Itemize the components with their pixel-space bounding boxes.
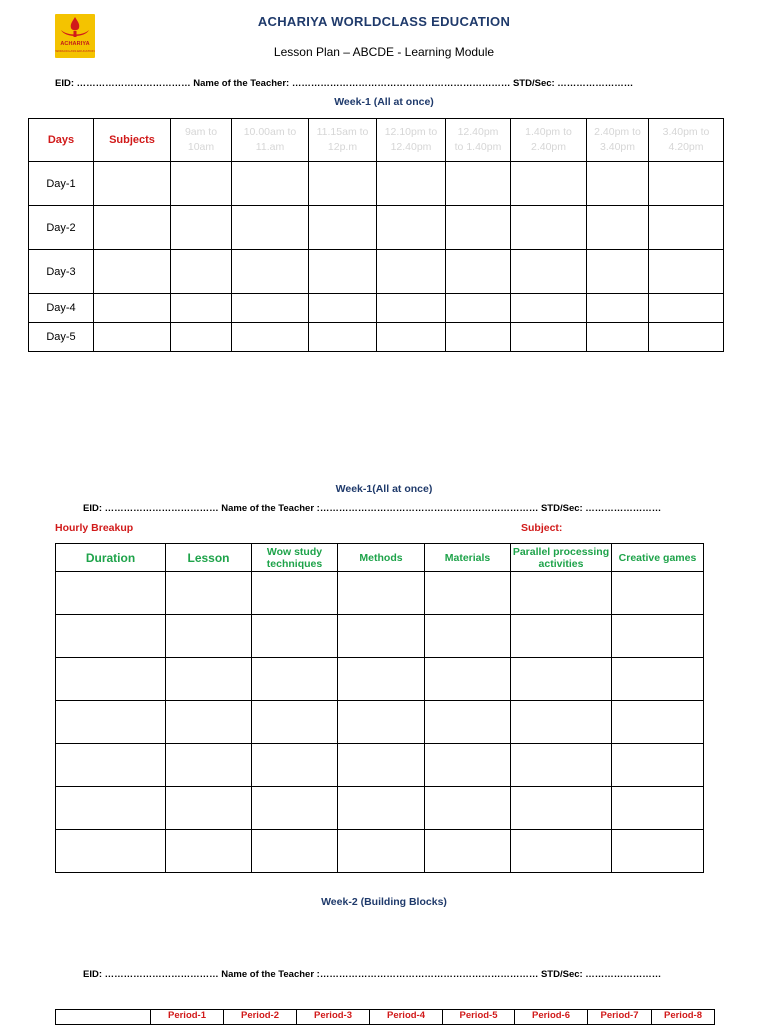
schedule-cell[interactable] [171,323,232,352]
week1-heading: Week-1 (All at once) [334,96,434,108]
header-subjects: Subjects [94,119,171,162]
schedule-cell[interactable] [587,206,649,250]
schedule-row [29,162,724,206]
day-label: Day-1 [29,162,94,206]
teacher-info-line: EID: ……………………………… Name of the Teacher: …………………………………………………………… STD/Sec: …………………… [55,78,634,89]
schedule-cell[interactable] [587,162,649,206]
header-time-slot: 12.40pm to 1.40pm [446,119,511,162]
subject-label: Subject: [521,522,563,534]
schedule-cell[interactable] [649,206,724,250]
hourly-breakup-label: Hourly Breakup [55,522,134,534]
schedule-cell[interactable] [171,250,232,294]
hourly-row [56,615,704,658]
schedule-cell[interactable] [309,323,377,352]
schedule-cell[interactable] [649,250,724,294]
hourly-cell[interactable] [252,572,338,615]
hourly-cell[interactable] [425,830,511,873]
hourly-cell[interactable] [612,744,704,787]
hourly-cell[interactable] [56,615,166,658]
weekly-schedule-table [28,118,724,352]
day-label: Day-3 [29,250,94,294]
hourly-cell[interactable] [56,744,166,787]
hourly-cell[interactable] [425,701,511,744]
header-duration: Duration [56,544,166,572]
period-corner-cell [56,1010,151,1025]
logo-subtext: WORLDCLASS EDUCATION [55,49,95,53]
hourly-row [56,830,704,873]
hourly-cell[interactable] [511,744,612,787]
header-days: Days [29,119,94,162]
hourly-cell[interactable] [166,787,252,830]
header-period: Period-5 [443,1010,515,1025]
schedule-row [29,206,724,250]
schedule-cell[interactable] [94,294,171,323]
schedule-cell[interactable] [309,250,377,294]
hourly-cell[interactable] [425,787,511,830]
schedule-cell[interactable] [377,206,446,250]
schedule-cell[interactable] [94,206,171,250]
hourly-cell[interactable] [338,572,425,615]
schedule-cell[interactable] [511,250,587,294]
day-label: Day-2 [29,206,94,250]
hourly-cell[interactable] [612,572,704,615]
org-name: ACHARIYA WORLDCLASS EDUCATION [257,14,511,29]
header-period: Period-6 [515,1010,588,1025]
period-header-row [56,1010,715,1025]
schedule-cell[interactable] [232,162,309,206]
hourly-cell[interactable] [56,830,166,873]
teacher-info-line-3: EID: ……………………………… Name of the Teacher :…………………………………………………………… STD/Sec: …………………… [83,969,662,980]
day-label: Day-5 [29,323,94,352]
hourly-cell[interactable] [612,787,704,830]
hourly-cell[interactable] [252,658,338,701]
hourly-header-row [56,544,704,572]
schedule-cell[interactable] [377,250,446,294]
hourly-cell[interactable] [511,787,612,830]
header-period: Period-2 [224,1010,297,1025]
header-materials: Materials [425,544,511,572]
hourly-cell[interactable] [166,744,252,787]
schedule-cell[interactable] [649,294,724,323]
schedule-cell[interactable] [446,206,511,250]
schedule-cell[interactable] [309,206,377,250]
header-time-slot: 10.00am to 11.am [232,119,309,162]
schedule-cell[interactable] [587,294,649,323]
schedule-cell[interactable] [232,323,309,352]
header-period: Period-8 [652,1010,715,1025]
header-time-slot: 2.40pm to 3.40pm [587,119,649,162]
hourly-cell[interactable] [56,658,166,701]
schedule-cell[interactable] [377,162,446,206]
document-subtitle: Lesson Plan – ABCDE - Learning Module [273,45,495,59]
hourly-cell[interactable] [425,572,511,615]
schedule-row [29,250,724,294]
schedule-header-row [29,119,724,162]
header-time-slot: 11.15am to 12p.m [309,119,377,162]
schedule-cell[interactable] [511,323,587,352]
schedule-cell[interactable] [171,162,232,206]
schedule-row [29,323,724,352]
header-creative-games: Creative games [612,544,704,572]
hourly-cell[interactable] [56,701,166,744]
day-label: Day-4 [29,294,94,323]
schedule-cell[interactable] [446,294,511,323]
hourly-cell[interactable] [338,658,425,701]
schedule-cell[interactable] [446,162,511,206]
schedule-cell[interactable] [171,206,232,250]
schedule-cell[interactable] [511,162,587,206]
header-period: Period-7 [588,1010,652,1025]
schedule-cell[interactable] [446,323,511,352]
hourly-cell[interactable] [252,830,338,873]
schedule-cell[interactable] [232,250,309,294]
hourly-cell[interactable] [425,615,511,658]
hourly-row [56,787,704,830]
hourly-cell[interactable] [511,615,612,658]
hourly-cell[interactable] [612,830,704,873]
hourly-cell[interactable] [56,572,166,615]
hourly-cell[interactable] [612,615,704,658]
header-time-slot: 3.40pm to 4.20pm [649,119,724,162]
hourly-cell[interactable] [425,658,511,701]
schedule-cell[interactable] [446,250,511,294]
hourly-cell[interactable] [166,658,252,701]
week2-heading: Week-2 (Building Blocks) [321,896,447,908]
hourly-cell[interactable] [511,701,612,744]
header-period: Period-4 [370,1010,443,1025]
hourly-row [56,572,704,615]
schedule-cell[interactable] [511,294,587,323]
hourly-row [56,701,704,744]
schedule-cell[interactable] [171,294,232,323]
header-lesson: Lesson [166,544,252,572]
schedule-cell[interactable] [94,250,171,294]
period-table [55,1009,715,1025]
hourly-cell[interactable] [338,787,425,830]
schedule-cell[interactable] [94,323,171,352]
schedule-cell[interactable] [587,323,649,352]
schedule-cell[interactable] [511,206,587,250]
hourly-cell[interactable] [612,658,704,701]
hourly-cell[interactable] [56,787,166,830]
logo-text: ACHARIYA [60,41,90,47]
hourly-cell[interactable] [612,701,704,744]
hourly-cell[interactable] [252,615,338,658]
hourly-cell[interactable] [338,830,425,873]
schedule-cell[interactable] [94,162,171,206]
schedule-cell[interactable] [377,323,446,352]
header-wow-study: Wow study techniques [252,544,338,572]
schedule-cell[interactable] [309,294,377,323]
schedule-cell[interactable] [377,294,446,323]
schedule-cell[interactable] [309,162,377,206]
hourly-cell[interactable] [338,701,425,744]
header-period: Period-3 [297,1010,370,1025]
hourly-cell[interactable] [252,787,338,830]
hourly-row [56,658,704,701]
schedule-cell[interactable] [587,250,649,294]
schedule-row [29,294,724,323]
hourly-cell[interactable] [166,830,252,873]
schedule-cell[interactable] [232,206,309,250]
hourly-row [56,744,704,787]
schedule-cell[interactable] [649,162,724,206]
hourly-cell[interactable] [511,830,612,873]
hourly-breakup-table [55,543,704,873]
header-time-slot: 1.40pm to 2.40pm [511,119,587,162]
hourly-cell[interactable] [166,701,252,744]
teacher-info-line-2: EID: ……………………………… Name of the Teacher :…………………………………………………………… STD/Sec: …………………… [83,503,662,514]
hourly-cell[interactable] [425,744,511,787]
week1-hourly-heading: Week-1(All at once) [335,483,433,495]
hourly-cell[interactable] [338,615,425,658]
hourly-cell[interactable] [252,744,338,787]
hourly-cell[interactable] [511,658,612,701]
hourly-cell[interactable] [511,572,612,615]
header-methods: Methods [338,544,425,572]
hourly-cell[interactable] [338,744,425,787]
header-period: Period-1 [151,1010,224,1025]
header-time-slot: 9am to 10am [171,119,232,162]
schedule-cell[interactable] [649,323,724,352]
hourly-cell[interactable] [166,572,252,615]
schedule-cell[interactable] [232,294,309,323]
hourly-cell[interactable] [252,701,338,744]
hourly-cell[interactable] [166,615,252,658]
header-parallel-processing: Parallel processing activities [511,544,612,572]
header-time-slot: 12.10pm to 12.40pm [377,119,446,162]
